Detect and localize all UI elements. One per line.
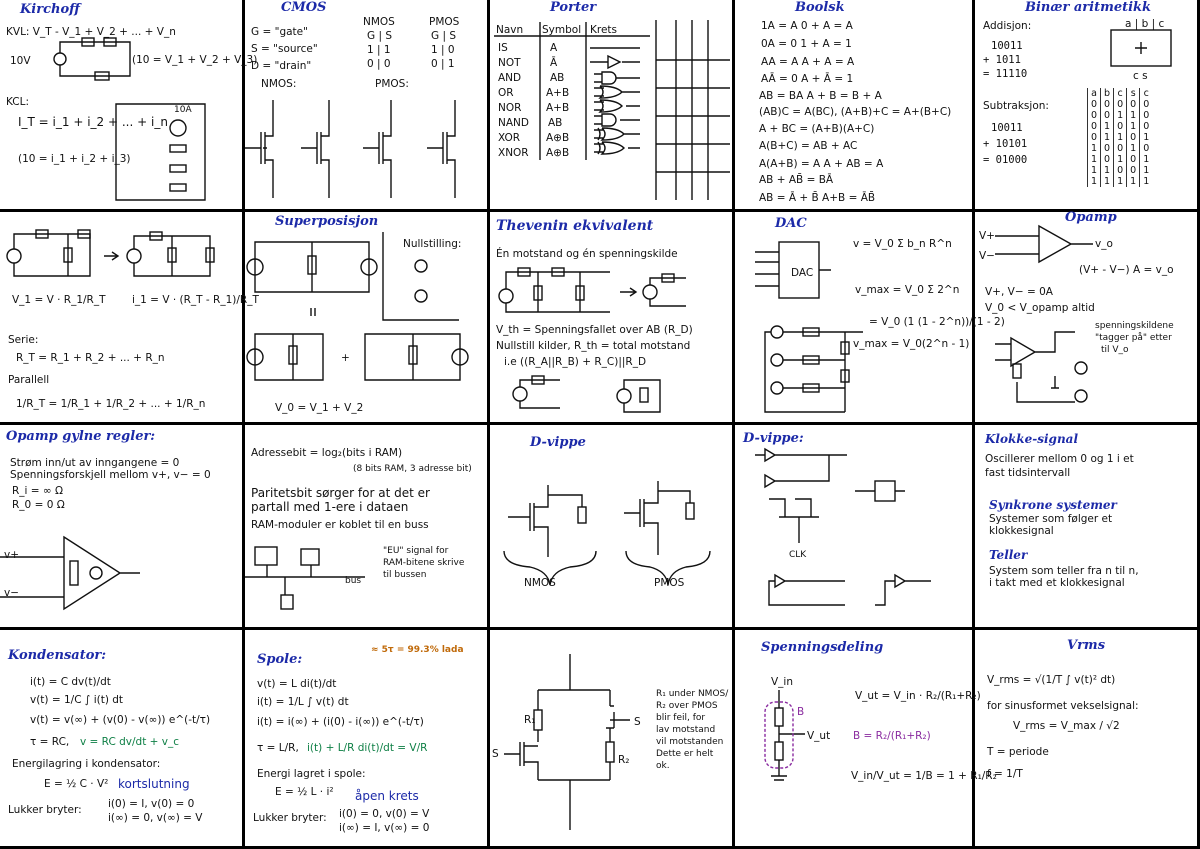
kortslutning-note: kortslutning bbox=[118, 777, 190, 791]
spole-ode: i(t) + L/R di(t)/dt = V/R bbox=[307, 742, 428, 754]
lukker-bryter-label: Lukker bryter: bbox=[253, 812, 327, 824]
add-line: = 11110 bbox=[983, 68, 1028, 80]
tt-row bbox=[1088, 99, 1153, 110]
adressebit-note: (8 bits RAM, 3 adresse bit) bbox=[353, 464, 472, 474]
kond-energy-label: Energilagring i kondensator: bbox=[12, 758, 161, 770]
spole-eq: τ = L/R, bbox=[257, 742, 299, 754]
tt-head: a bbox=[1088, 88, 1101, 99]
bool-law: A(A+B) = A A + AB = A bbox=[759, 158, 884, 170]
synkron-text: Systemer som følger et bbox=[989, 513, 1113, 525]
vrms-sine-label: for sinusformet vekselsignal: bbox=[987, 700, 1139, 712]
tt-cell: 1 bbox=[1088, 143, 1101, 154]
r1-label: R₁ bbox=[524, 714, 536, 726]
gate-name: NAND bbox=[498, 117, 529, 129]
tt-row bbox=[1088, 132, 1153, 143]
kond-ode: v = RC dv/dt + v_c bbox=[80, 736, 180, 748]
superpos-title: Superposisjon bbox=[275, 214, 379, 229]
gate-symbol: A⊕B bbox=[546, 147, 570, 159]
opamp-ideal-circuit bbox=[0, 425, 245, 630]
nmos-label: NMOS: bbox=[261, 78, 297, 90]
current-source-label: 10A bbox=[174, 105, 192, 115]
cell-binar bbox=[975, 0, 1200, 212]
gylne-rule: Strøm inn/ut av inngangene = 0 bbox=[10, 457, 180, 469]
bool-law: A(B+C) = AB + AC bbox=[759, 140, 858, 152]
adder-truth-table bbox=[1087, 88, 1152, 187]
eu-note: til bussen bbox=[383, 570, 427, 580]
tt-cell: 1 bbox=[1140, 176, 1153, 187]
tt-cell: 1 bbox=[1088, 176, 1101, 187]
tt-cell: 0 bbox=[1101, 154, 1114, 165]
opamp-rule1: V+, V− = 0A bbox=[985, 286, 1053, 298]
opamp-rule2: V_0 < V_opamp altid bbox=[985, 302, 1095, 314]
paritet-line2: partall med 1-ere i dataen bbox=[251, 500, 409, 514]
kirchoff-title: Kirchoff bbox=[20, 2, 80, 17]
gate-name: NOR bbox=[498, 102, 522, 114]
period-def: T = periode bbox=[987, 746, 1049, 758]
klokke-text: fast tidsintervall bbox=[985, 467, 1071, 479]
current-divider-eq: i_1 = V · (R_T - R_1)/R_T bbox=[132, 294, 259, 306]
tt-cell: 1 bbox=[1114, 110, 1127, 121]
teller-text: i takt med et klokkesignal bbox=[989, 577, 1125, 589]
lukker-bryter-label: Lukker bryter: bbox=[8, 804, 82, 816]
divider-eq: V_ut = V_in · R₂/(R₁+R₂) bbox=[855, 690, 981, 702]
cell-dvippe1 bbox=[490, 425, 735, 630]
tt-cell: 0 bbox=[1101, 143, 1114, 154]
rtrans-note: lav motstand bbox=[656, 725, 716, 735]
source-def: S = "source" bbox=[251, 43, 318, 55]
vrms-title: Vrms bbox=[1067, 638, 1106, 653]
opamp-note: spenningskildene bbox=[1095, 321, 1174, 331]
dvippe-transistors bbox=[490, 425, 735, 630]
kvl-equation: KVL: V_T - V_1 + V_2 + ... + V_n bbox=[6, 26, 176, 38]
cell-superposisjon bbox=[245, 212, 490, 425]
tt-cell: 1 bbox=[1101, 176, 1114, 187]
cell-dac bbox=[735, 212, 1005, 425]
eu-note: "EU" signal for bbox=[383, 546, 449, 556]
cell-rtrans bbox=[490, 630, 735, 849]
nmos-head: NMOS bbox=[363, 16, 395, 28]
kond-energy-eq: E = ½ C · V² bbox=[44, 778, 109, 790]
ram-bus-diagram bbox=[245, 425, 490, 630]
nmos-caption: NMOS bbox=[524, 577, 556, 589]
spole-energy-label: Energi lagret i spole: bbox=[257, 768, 366, 780]
cell-gylne-regler bbox=[0, 425, 245, 630]
gate-symbol: AB bbox=[550, 72, 565, 84]
eu-note: RAM-bitene skrive bbox=[383, 558, 465, 568]
kcl-example: (10 = i_1 + i_2 + i_3) bbox=[18, 153, 131, 165]
bool-law: (AB)C = A(BC), (A+B)+C = A+(B+C) bbox=[759, 106, 952, 118]
plus-sign: + bbox=[341, 352, 350, 364]
bus-label: bus bbox=[345, 576, 362, 586]
gate-symbol: A+B bbox=[546, 87, 570, 99]
cmos-transistors bbox=[245, 0, 490, 212]
paritet-line1: Paritetsbit sørger for at det er bbox=[251, 486, 430, 500]
pmos-head: PMOS bbox=[429, 16, 460, 28]
vrms-eq: V_rms = √(1/T ∫ v(t)² dt) bbox=[987, 674, 1116, 686]
tt-cell: 1 bbox=[1088, 165, 1101, 176]
dac-eq1: v = V_0 Σ b_n R^n bbox=[853, 238, 952, 250]
gate-name: XNOR bbox=[498, 147, 529, 159]
spole-switch-eq: i(∞) = I, v(∞) = 0 bbox=[339, 822, 430, 834]
ram-bus-line: RAM-moduler er koblet til en buss bbox=[251, 519, 429, 531]
gate-symbol: A bbox=[550, 42, 558, 54]
dac-eq2: v_max = V_0 Σ 2^n bbox=[855, 284, 960, 296]
spole-energy-eq: E = ½ L · i² bbox=[275, 786, 334, 798]
dvippe1-title: D-vippe bbox=[530, 435, 586, 450]
vplus-label: V+ bbox=[979, 230, 995, 242]
kond-eq: v(t) = v(∞) + (v(0) - v(∞)) e^(-t/τ) bbox=[30, 714, 211, 726]
bool-law: AB + AB̄ = BĀ bbox=[759, 174, 834, 186]
tt-head: s bbox=[1127, 88, 1140, 99]
porter-head-symbol: Symbol bbox=[542, 24, 582, 36]
gate-symbol: Ā bbox=[550, 57, 558, 69]
cell-kirchoff bbox=[0, 0, 258, 212]
spenningsdeling-title: Spenningsdeling bbox=[761, 640, 884, 655]
sub-line: + 10101 bbox=[983, 138, 1028, 150]
thevenin-circuits bbox=[490, 212, 735, 425]
porter-head-krets: Krets bbox=[590, 24, 618, 36]
tt-cell: 0 bbox=[1140, 143, 1153, 154]
beta-mark: B bbox=[797, 706, 805, 718]
nmos-gs: G | S bbox=[367, 30, 393, 42]
gate-symbol: A⊕B bbox=[546, 132, 570, 144]
gylne-rule: R_i = ∞ Ω bbox=[12, 485, 64, 497]
cell-porter bbox=[490, 0, 735, 212]
gylne-rule: Spenningsforskjell mellom v+, v− = 0 bbox=[10, 469, 211, 481]
apen-krets-note: åpen krets bbox=[355, 789, 419, 803]
tt-cell: 0 bbox=[1127, 99, 1140, 110]
teller-text: System som teller fra n til n, bbox=[989, 565, 1139, 577]
tt-cell: 0 bbox=[1127, 165, 1140, 176]
kond-switch-eq: i(∞) = 0, v(∞) = V bbox=[108, 812, 203, 824]
cell-divider bbox=[0, 212, 259, 425]
boolsk-title: Boolsk bbox=[795, 0, 845, 15]
cell-spole bbox=[245, 630, 490, 849]
tt-cell: 0 bbox=[1088, 121, 1101, 132]
tt-cell: 0 bbox=[1127, 132, 1140, 143]
tt-cell: 0 bbox=[1088, 110, 1101, 121]
frequency-def: f = 1/T bbox=[987, 768, 1023, 780]
s-label: S bbox=[634, 716, 641, 728]
tt-cell: 1 bbox=[1114, 176, 1127, 187]
kondensator-title: Kondensator: bbox=[8, 648, 107, 663]
pmos-gs: G | S bbox=[431, 30, 457, 42]
tt-cell: 1 bbox=[1140, 165, 1153, 176]
cell-dvippe2 bbox=[735, 425, 975, 630]
kond-eq: i(t) = C dv(t)/dt bbox=[30, 676, 111, 688]
voltage-divider-eq: V_1 = V · R_1/R_T bbox=[12, 294, 106, 306]
cell-cmos bbox=[245, 0, 490, 212]
gylne-rule: R_0 = 0 Ω bbox=[12, 499, 65, 511]
sub-line: = 01000 bbox=[983, 154, 1028, 166]
tt-row bbox=[1088, 165, 1153, 176]
spole-eq: i(t) = i(∞) + (i(0) - i(∞)) e^(-t/τ) bbox=[257, 716, 424, 728]
cell-thevenin bbox=[490, 212, 735, 425]
tt-cell: 1 bbox=[1127, 176, 1140, 187]
tt-cell: 0 bbox=[1140, 110, 1153, 121]
kond-eq: v(t) = 1/C ∫ i(t) dt bbox=[30, 694, 124, 706]
klokke-title: Klokke-signal bbox=[985, 432, 1078, 446]
kcl-equation: I_T = i_1 + i_2 + ... + i_n bbox=[18, 115, 168, 129]
rtrans-note: R₂ over PMOS bbox=[656, 701, 718, 711]
tt-cell: 0 bbox=[1114, 143, 1127, 154]
teller-title: Teller bbox=[989, 548, 1028, 562]
tt-row bbox=[1088, 143, 1153, 154]
add-line: 10011 bbox=[991, 40, 1023, 52]
bool-law: AB = BA A + B = B + A bbox=[759, 90, 882, 102]
pmos-label: PMOS: bbox=[375, 78, 409, 90]
tt-head: b bbox=[1101, 88, 1114, 99]
gate-symbol: AB bbox=[548, 117, 563, 129]
tt-cell: 0 bbox=[1101, 99, 1114, 110]
nullstilling-label: Nullstilling: bbox=[403, 238, 462, 250]
vout-label: v_o bbox=[1095, 238, 1113, 250]
serie-label: Serie: bbox=[8, 334, 39, 346]
pmos-row: 0 | 1 bbox=[431, 58, 455, 70]
tt-cell: 0 bbox=[1088, 132, 1101, 143]
thevenin-title: Thevenin ekvivalent bbox=[496, 218, 654, 234]
opamp-gain-eq: (V+ - V−) A = v_o bbox=[1079, 264, 1174, 276]
add-line: + 1011 bbox=[983, 54, 1021, 66]
tt-cell: 1 bbox=[1140, 132, 1153, 143]
spole-eq: i(t) = 1/L ∫ v(t) dt bbox=[257, 696, 349, 708]
gate-def: G = "gate" bbox=[251, 26, 308, 38]
tt-cell: 0 bbox=[1127, 154, 1140, 165]
rtrans-note: R₁ under NMOS/ bbox=[656, 689, 729, 699]
vminus-label: V− bbox=[979, 250, 995, 262]
tt-head: c bbox=[1140, 88, 1153, 99]
cmos-title: CMOS bbox=[281, 0, 327, 15]
rtrans-note: ok. bbox=[656, 761, 670, 771]
cell-klokke bbox=[975, 425, 1200, 630]
dvippe2-title: D-vippe: bbox=[743, 431, 804, 446]
nmos-row: 0 | 0 bbox=[367, 58, 391, 70]
tt-cell: 1 bbox=[1101, 132, 1114, 143]
rtrans-note: Dette er helt bbox=[656, 749, 714, 759]
tt-head: c bbox=[1114, 88, 1127, 99]
porter-head-name: Navn bbox=[496, 24, 524, 36]
cell-boolsk bbox=[735, 0, 975, 212]
synkron-text: klokkesignal bbox=[989, 525, 1054, 537]
tt-cell: 0 bbox=[1114, 99, 1127, 110]
parallell-eq: 1/R_T = 1/R_1 + 1/R_2 + ... + 1/R_n bbox=[16, 398, 206, 410]
dac-title: DAC bbox=[775, 216, 807, 231]
tt-cell: 1 bbox=[1101, 121, 1114, 132]
kond-eq: τ = RC, bbox=[30, 736, 70, 748]
bool-law: 0A = 0 1 + A = 1 bbox=[761, 38, 852, 50]
vth-def: V_th = Spenningsfallet over AB (R_D) bbox=[496, 324, 693, 336]
cell-kondensator bbox=[0, 630, 245, 849]
rtrans-note: vil motstanden bbox=[656, 737, 724, 747]
vplus-label: v+ bbox=[4, 549, 20, 561]
spole-eq: v(t) = L di(t)/dt bbox=[257, 678, 337, 690]
opamp-symbol bbox=[975, 212, 1200, 425]
dvippe-logic bbox=[735, 425, 975, 630]
rth-example: i.e ((R_A||R_B) + R_C)||R_D bbox=[504, 356, 647, 368]
gate-name: OR bbox=[498, 87, 514, 99]
kond-switch-eq: i(0) = I, v(0) = 0 bbox=[108, 798, 195, 810]
addition-label: Addisjon: bbox=[983, 20, 1032, 32]
pmos-row: 1 | 0 bbox=[431, 44, 455, 56]
cell-adressebit bbox=[245, 425, 490, 630]
gain-eq: V_in/V_ut = 1/B = 1 + R₁/R₂ bbox=[851, 770, 997, 782]
s-label: S bbox=[492, 748, 499, 760]
source-label: 10V bbox=[10, 55, 31, 67]
tt-row bbox=[1088, 121, 1153, 132]
tt-cell: 0 bbox=[1140, 121, 1153, 132]
opamp-note: "tagger på" etter bbox=[1095, 333, 1172, 343]
tt-cell: 1 bbox=[1114, 154, 1127, 165]
kcl-label: KCL: bbox=[6, 96, 30, 108]
porter-title: Porter bbox=[550, 0, 597, 15]
bool-law: AB = Ā + B̄ A+B = ĀB̄ bbox=[759, 192, 876, 204]
superpos-eq: V_0 = V_1 + V_2 bbox=[275, 402, 364, 414]
gate-symbol: A+B bbox=[546, 102, 570, 114]
bool-law: AĀ = 0 A + Ā = 1 bbox=[761, 73, 854, 85]
tt-row bbox=[1088, 110, 1153, 121]
tt-row bbox=[1088, 176, 1153, 187]
subtraction-label: Subtraksjon: bbox=[983, 100, 1049, 112]
opamp-note: til V_o bbox=[1101, 345, 1129, 355]
adder-inputs: a | b | c bbox=[1125, 18, 1165, 30]
vin-label: V_in bbox=[771, 676, 794, 688]
spole-switch-eq: i(0) = 0, v(0) = V bbox=[339, 808, 430, 820]
bool-law: 1A = A 0 + A = A bbox=[761, 20, 853, 32]
gate-name: AND bbox=[498, 72, 522, 84]
binar-title: Binær aritmetikk bbox=[1025, 0, 1152, 15]
drain-def: D = "drain" bbox=[251, 60, 312, 72]
gate-name: XOR bbox=[498, 132, 521, 144]
tt-cell: 1 bbox=[1127, 143, 1140, 154]
pmos-caption: PMOS bbox=[654, 577, 685, 589]
tt-cell: 1 bbox=[1101, 165, 1114, 176]
nmos-row: 1 | 1 bbox=[367, 44, 391, 56]
tt-cell: 1 bbox=[1127, 110, 1140, 121]
bool-law: A + BC = (A+B)(A+C) bbox=[759, 123, 875, 135]
cell-opamp bbox=[975, 212, 1200, 425]
tt-cell: 1 bbox=[1114, 132, 1127, 143]
thevenin-sub: Én motstand og én spenningskilde bbox=[496, 248, 678, 260]
dac-eq4: v_max = V_0(2^n - 1) bbox=[853, 338, 970, 350]
tt-cell: 0 bbox=[1101, 110, 1114, 121]
tt-cell: 0 bbox=[1088, 99, 1101, 110]
beta-eq: B = R₂/(R₁+R₂) bbox=[853, 730, 931, 742]
tt-cell: 1 bbox=[1088, 154, 1101, 165]
tt-cell: 0 bbox=[1114, 121, 1127, 132]
rth-def: Nullstill kilder, R_th = total motstand bbox=[496, 340, 691, 352]
vut-label: V_ut bbox=[807, 730, 831, 742]
gate-name: NOT bbox=[498, 57, 521, 69]
dac-box-label: DAC bbox=[791, 267, 814, 279]
gate-name: IS bbox=[498, 42, 508, 54]
r2-label: R₂ bbox=[618, 754, 630, 766]
superposition-circuits bbox=[245, 212, 490, 425]
tt-cell: 0 bbox=[1140, 99, 1153, 110]
opamp-title: Opamp bbox=[1065, 210, 1117, 225]
divider-circuit bbox=[0, 212, 245, 425]
synkron-title: Synkrone systemer bbox=[989, 498, 1117, 512]
vminus-label: v− bbox=[4, 587, 20, 599]
logic-gate-symbols bbox=[490, 0, 735, 212]
tt-row bbox=[1088, 154, 1153, 165]
tt-cell: 0 bbox=[1114, 165, 1127, 176]
tau-note: ≈ 5τ = 99.3% lada bbox=[371, 645, 464, 655]
adressebit-eq: Adressebit = log₂(bits i RAM) bbox=[251, 447, 403, 459]
serie-eq: R_T = R_1 + R_2 + ... + R_n bbox=[16, 352, 165, 364]
clk-label: CLK bbox=[789, 550, 807, 560]
vrms-sine-eq: V_rms = V_max / √2 bbox=[1013, 720, 1120, 732]
cell-spenningsdeling bbox=[735, 630, 997, 849]
bool-law: AA = A A + A = A bbox=[761, 56, 855, 68]
cell-vrms bbox=[975, 630, 1200, 849]
kvl-circuit bbox=[0, 0, 245, 212]
tt-cell: 1 bbox=[1127, 121, 1140, 132]
dac-eq3: = V_0 (1 (1 - 2^n))/(1 - 2) bbox=[869, 316, 1005, 328]
gylne-title: Opamp gylne regler: bbox=[6, 429, 156, 444]
spole-title: Spole: bbox=[257, 652, 303, 667]
kvl-example: (10 = V_1 + V_2 + V_3) bbox=[132, 54, 258, 66]
rtrans-note: blir feil, for bbox=[656, 713, 706, 723]
tt-cell: 1 bbox=[1140, 154, 1153, 165]
adder-outputs: c s bbox=[1133, 70, 1148, 82]
parallell-label: Parallell bbox=[8, 374, 50, 386]
sub-line: 10011 bbox=[991, 122, 1023, 134]
klokke-text: Oscillerer mellom 0 og 1 i et bbox=[985, 453, 1134, 465]
